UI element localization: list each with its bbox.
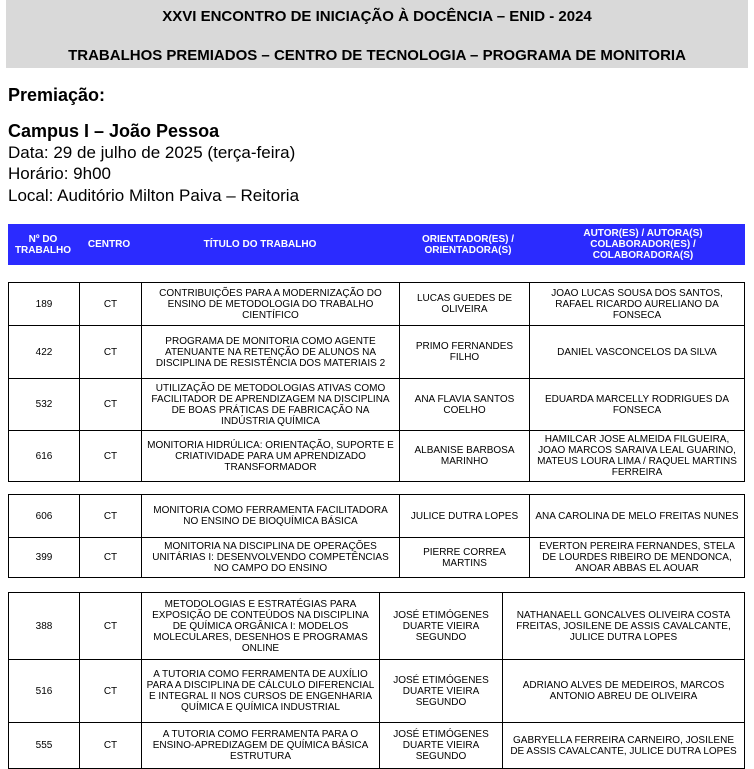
cell-autor: GABRYELLA FERREIRA CARNEIRO, JOSILENE DE ASSIS CAVALCANTE, JULICE DUTRA LOPES (502, 723, 744, 768)
cell-numero: 555 (35, 740, 53, 751)
table-row (9, 537, 744, 577)
event-date: Data: 29 de julho de 2025 (terça-feira) (8, 143, 296, 162)
table-header (8, 224, 745, 265)
cell-numero: 399 (35, 552, 53, 563)
cell-orientador: ALBANISE BARBOSA MARINHO (399, 431, 529, 481)
cell-titulo: A TUTORIA COMO FERRAMENTA PARA O ENSINO-APREDIZAGEM DE QUÍMICA BÁSICA ESTRUTURA (141, 723, 379, 768)
header-titulo: TÍTULO DO TRABALHO (203, 239, 317, 250)
cell-autor: JOAO LUCAS SOUSA DOS SANTOS, RAFAEL RICARDO AURELIANO DA FONSECA (529, 283, 744, 325)
event-time: Horário: 9h00 (8, 164, 112, 183)
cell-titulo: METODOLOGIAS E ESTRATÉGIAS PARA EXPOSIÇÃO DE CONTEÚDOS NA DISCIPLINA DE QUÍMICA ORGÂNICA I: MODELOS MOLECULARES, DESENHOS E PROGRAMAS ONLINE (141, 593, 379, 659)
event-subtitle: TRABALHOS PREMIADOS – CENTRO DE TECNOLOGIA – PROGRAMA DE MONITORIA (68, 47, 686, 64)
cell-centro: CT (79, 379, 141, 430)
event-location: Local: Auditório Milton Paiva – Reitoria (8, 186, 300, 205)
cell-autor: NATHANAELL GONCALVES OLIVEIRA COSTA FREITAS, JOSILENE DE ASSIS CAVALCANTE, JULICE DUTRA LOPES (502, 593, 744, 659)
cell-numero: 516 (35, 685, 53, 697)
cell-numero: 189 (35, 298, 53, 310)
table-row (9, 495, 744, 537)
header-numero: Nº DO TRABALHO (14, 233, 72, 256)
premiacao-heading: Premiação: (8, 85, 106, 105)
awards-table-group (8, 592, 745, 769)
cell-orientador: JOSÉ ETIMÓGENES DUARTE VIEIRA SEGUNDO (379, 660, 502, 722)
table-row (9, 430, 744, 481)
cell-centro: CT (79, 326, 141, 378)
cell-numero: 422 (35, 346, 53, 358)
table-row (9, 593, 744, 659)
cell-centro: CT (79, 495, 141, 537)
table-row (9, 722, 744, 768)
cell-orientador: JOSÉ ETIMÓGENES DUARTE VIEIRA SEGUNDO (379, 593, 502, 659)
cell-autor: EDUARDA MARCELLY RODRIGUES DA FONSECA (529, 379, 744, 430)
cell-autor: EVERTON PEREIRA FERNANDES, STELA DE LOURDES RIBEIRO DE MENDONCA, ANOAR ABBAS EL AOUAR (529, 538, 744, 577)
cell-orientador: LUCAS GUEDES DE OLIVEIRA (399, 283, 529, 325)
cell-numero: 606 (35, 510, 53, 522)
cell-autor: HAMILCAR JOSE ALMEIDA FILGUEIRA, JOAO MARCOS SARAIVA LEAL GUARINO, MATEUS LOURA LIMA / RAQUEL MARTINS FERREIRA (529, 431, 744, 481)
cell-centro: CT (79, 723, 141, 768)
cell-titulo: A TUTORIA COMO FERRAMENTA DE AUXÍLIO PARA A DISCIPLINA DE CÁLCULO DIFERENCIAL E INTEGRAL II NOS CURSOS DE ENGENHARIA QUÍMICA E QUÍMICA INDUSTRIAL (141, 660, 379, 722)
cell-numero: 532 (35, 399, 53, 410)
table-row (9, 378, 744, 430)
cell-orientador: JOSÉ ETIMÓGENES DUARTE VIEIRA SEGUNDO (379, 723, 502, 768)
cell-numero: 616 (35, 450, 53, 462)
cell-titulo: UTILIZAÇÃO DE METODOLOGIAS ATIVAS COMO FACILITADOR DE APRENDIZAGEM NA DISCIPLINA DE BOAS PRÁTICAS DE FABRICAÇÃO NA INDÚSTRIA QUÍMICA (141, 379, 399, 430)
cell-autor: ANA CAROLINA DE MELO FREITAS NUNES (529, 495, 744, 537)
cell-orientador: ANA FLAVIA SANTOS COELHO (399, 379, 529, 430)
cell-autor: DANIEL VASCONCELOS DA SILVA (529, 326, 744, 378)
cell-orientador: JULICE DUTRA LOPES (399, 495, 529, 537)
campus-heading: Campus I – João Pessoa (8, 121, 220, 141)
header-banner (6, 0, 748, 68)
awards-table-group (8, 494, 745, 578)
awards-table-group (8, 282, 745, 482)
cell-centro: CT (79, 593, 141, 659)
event-title: XXVI ENCONTRO DE INICIAÇÃO À DOCÊNCIA – ENID - 2024 (162, 8, 592, 25)
cell-centro: CT (79, 538, 141, 577)
table-row (9, 283, 744, 325)
cell-centro: CT (79, 283, 141, 325)
cell-titulo: MONITORIA COMO FERRAMENTA FACILITADORA NO ENSINO DE BIOQUÍMICA BÁSICA (141, 495, 399, 537)
cell-titulo: CONTRIBUIÇÕES PARA A MODERNIZAÇÃO DO ENSINO DE METODOLOGIA DO TRABALHO CIENTÍFICO (141, 283, 399, 325)
cell-titulo: PROGRAMA DE MONITORIA COMO AGENTE ATENUANTE NA RETENÇÃO DE ALUNOS NA DISCIPLINA DE RESISTÊNCIA DOS MATERIAIS 2 (141, 326, 399, 378)
header-orientador: ORIENTADOR(ES) / ORIENTADORA(S) (421, 233, 515, 256)
cell-centro: CT (79, 431, 141, 481)
cell-orientador: PIERRE CORREA MARTINS (399, 538, 529, 577)
cell-centro: CT (79, 660, 141, 722)
header-autor: AUTOR(ES) / AUTORA(S) COLABORADOR(ES) / COLABORADORA(S) (583, 228, 703, 261)
cell-titulo: MONITORIA HIDRÚLICA: ORIENTAÇÃO, SUPORTE E CRIATIVIDADE PARA UM APRENDIZADO TRANSFORMADOR (141, 431, 399, 481)
header-centro: CENTRO (87, 239, 131, 250)
cell-autor: ADRIANO ALVES DE MEDEIROS, MARCOS ANTONIO ABREU DE OLIVEIRA (502, 660, 744, 722)
cell-orientador: PRIMO FERNANDES FILHO (399, 326, 529, 378)
table-row (9, 659, 744, 722)
cell-titulo: MONITORIA NA DISCIPLINA DE OPERAÇÕES UNITÁRIAS I: DESENVOLVENDO COMPETÊNCIAS NO CAMPO DO ENSINO (141, 538, 399, 577)
table-row (9, 325, 744, 378)
cell-numero: 388 (35, 620, 53, 632)
